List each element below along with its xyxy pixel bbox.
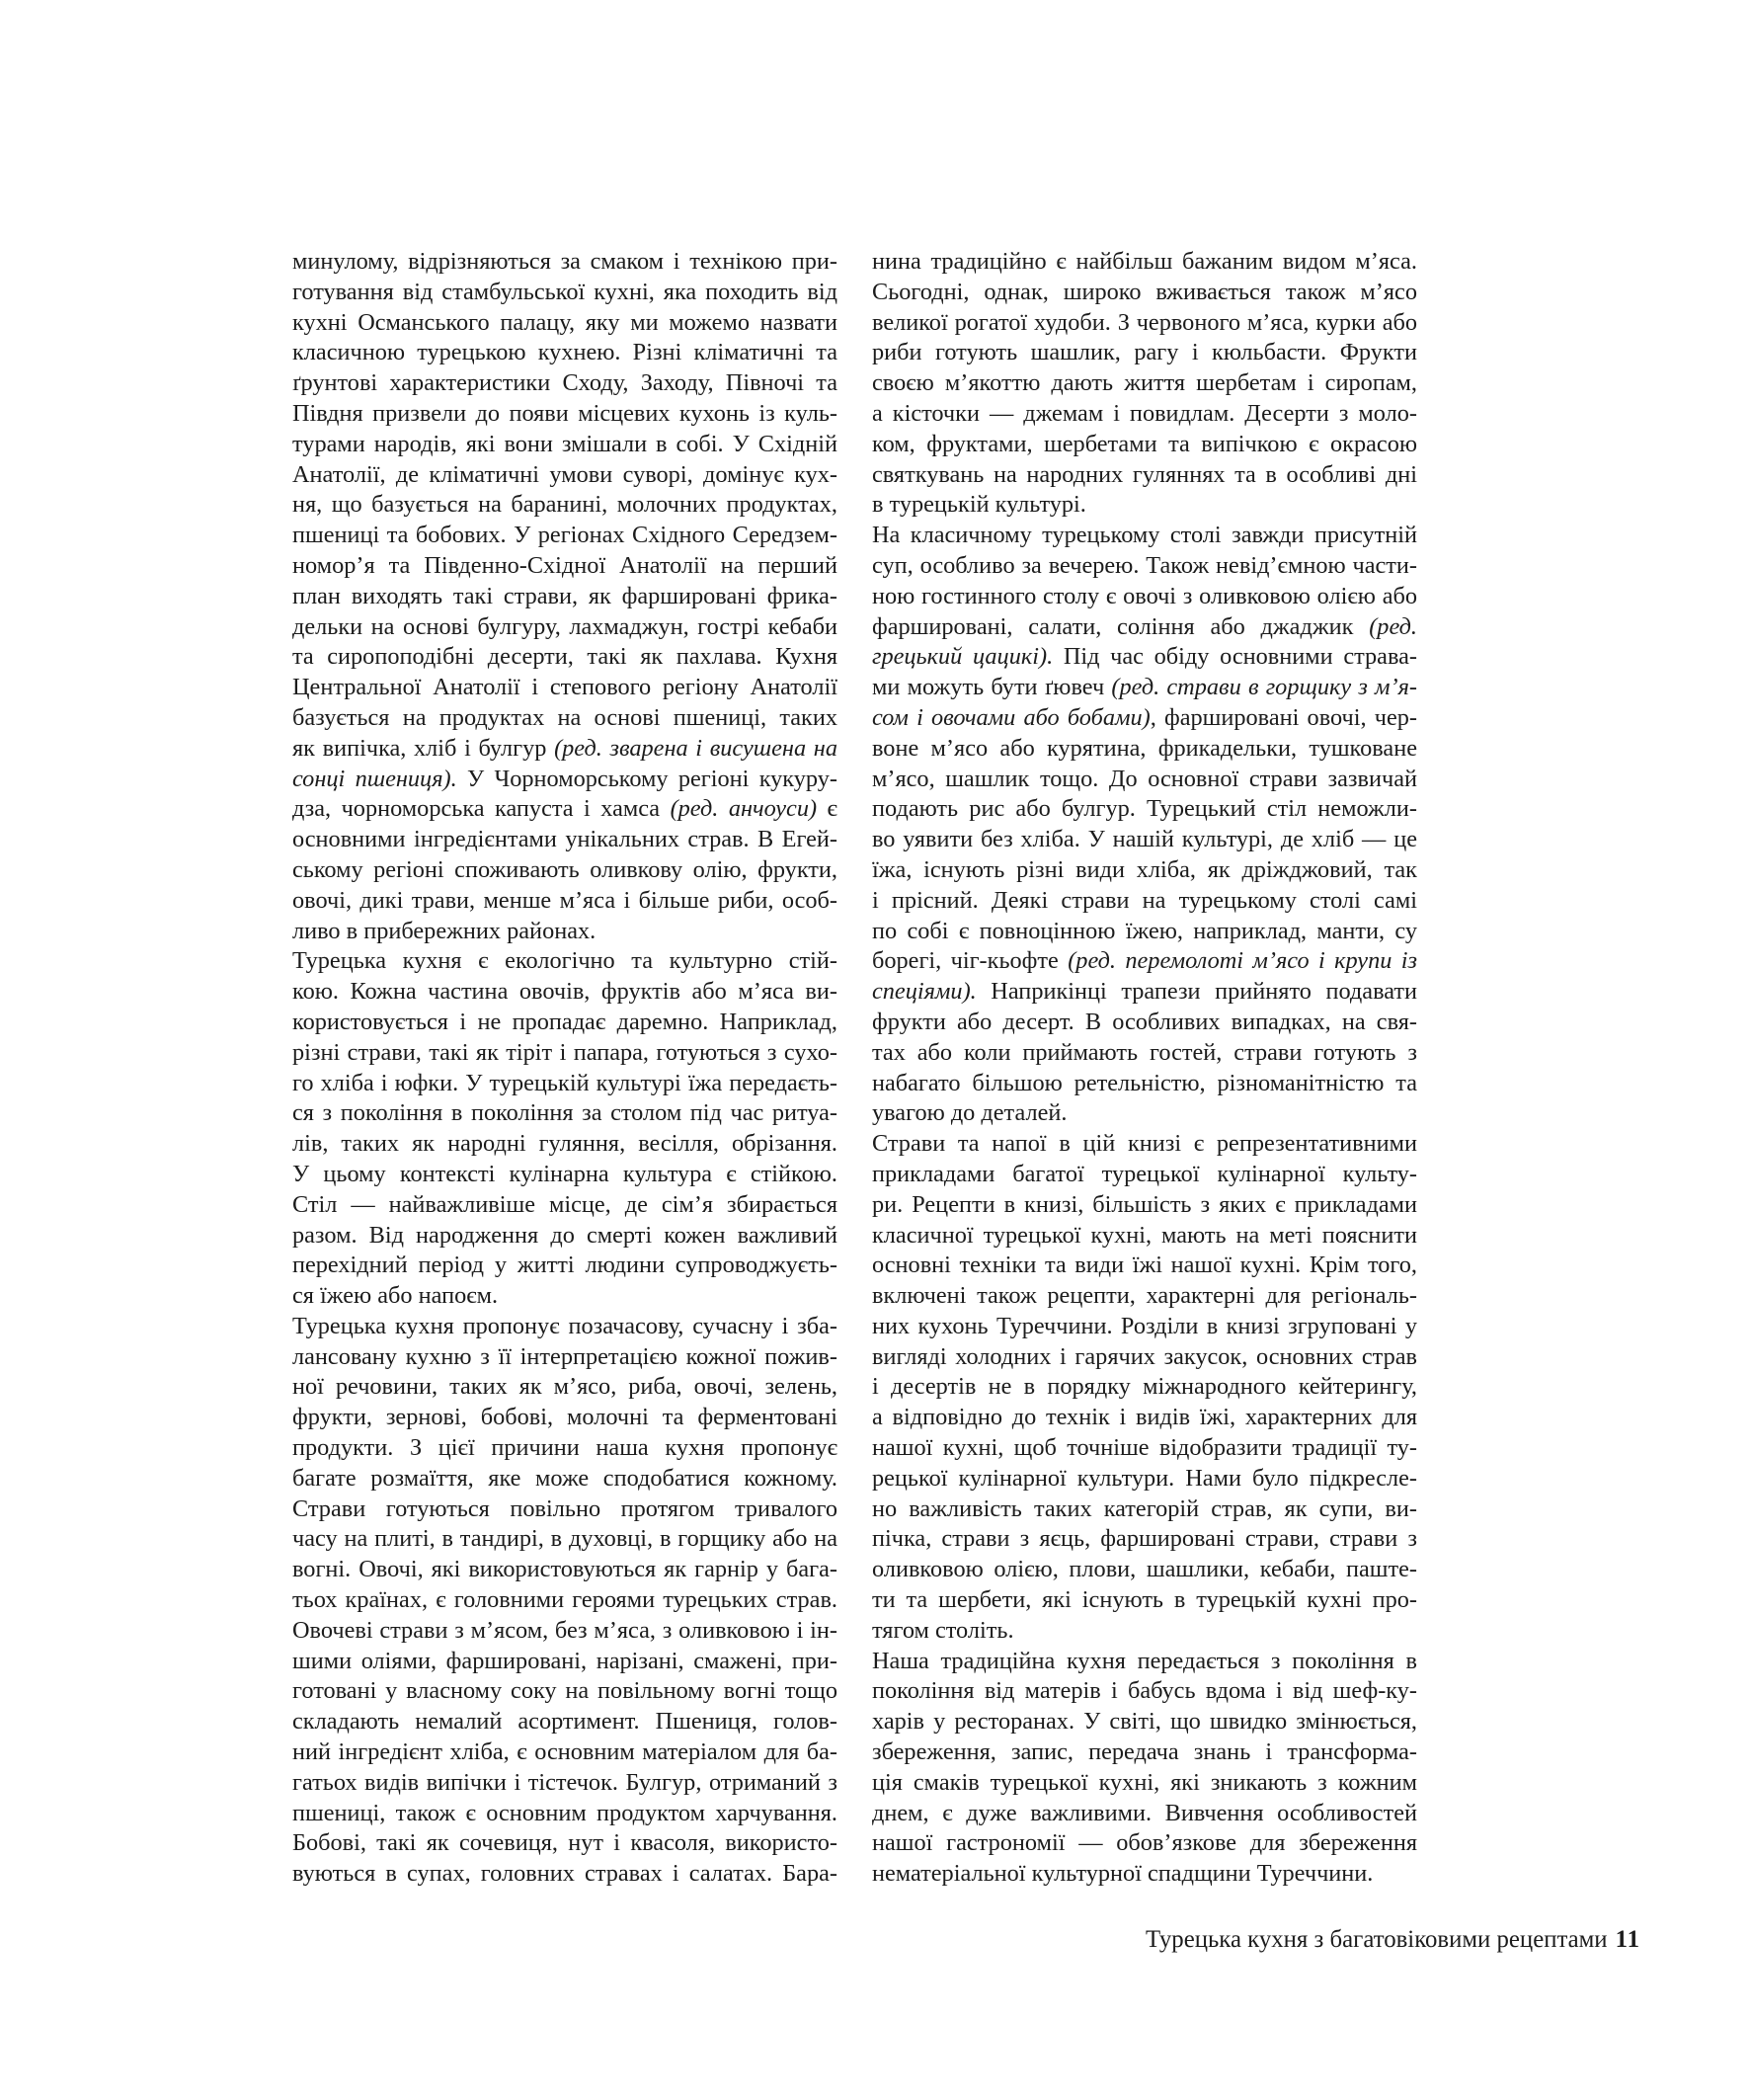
text-line: [292, 551, 837, 582]
editor-note: сонці пшениця).: [292, 765, 457, 792]
text-line: [292, 612, 837, 643]
text-line: [872, 1160, 1417, 1190]
text-line: [872, 1647, 1417, 1677]
text-segment: своєю м’якоттю дають життя шербетам і сиропам,: [872, 369, 1417, 397]
text-segment: часу на плиті, в тандирі, в духовці, в горщику або на: [292, 1525, 837, 1553]
text-segment: по собі є повноцінною їжею, наприклад, манти, су: [872, 917, 1417, 944]
text-segment: нашої гастрономії — обов’язкове для збереження: [872, 1829, 1417, 1857]
text-segment: номор’я та Південно-Східної Анатолії на перший: [292, 551, 837, 579]
text-segment: і прісний. Деякі страви на турецькому столі самі: [872, 886, 1417, 914]
text-line: [872, 917, 1417, 947]
text-segment: гатьох видів випічки і тістечок. Булгур, отриманий з: [292, 1768, 837, 1796]
right-column: [872, 247, 1417, 1890]
text-segment: них кухонь Туреччини. Розділи в книзі згруповані у: [872, 1312, 1417, 1339]
text-line: [872, 855, 1417, 886]
text-line: [292, 703, 837, 734]
text-line: [872, 368, 1417, 399]
text-line: [872, 460, 1417, 491]
text-segment: овочі, дикі трави, менше м’яса і більше риби, особ-: [292, 886, 837, 914]
text-segment: вогні. Овочі, які використовуються як гарнір у бага-: [292, 1556, 837, 1583]
text-segment: фаршировані, салати, соління або джаджик: [872, 612, 1370, 640]
text-segment: ня, що базується на баранині, молочних продуктах,: [292, 491, 837, 519]
text-segment: включені також рецепти, характерні для регіональ-: [872, 1282, 1417, 1310]
text-line: [292, 1859, 837, 1890]
text-segment: ної речовини, таких як м’ясо, риба, овочі, зелень,: [292, 1373, 837, 1401]
text-segment: вуються в супах, головних стравах і салатах. Бара-: [292, 1860, 837, 1888]
text-segment: борегі, чіг-кьофте: [872, 947, 1069, 975]
text-line: [292, 1221, 837, 1252]
text-line: [872, 703, 1417, 734]
text-line: [872, 734, 1417, 765]
text-line: [872, 1312, 1417, 1342]
text-segment: класичною турецькою кухнею. Різні кліматичні та: [292, 339, 837, 366]
text-segment: разом. Від народження до смерті кожен важливий: [292, 1221, 837, 1249]
text-line: [872, 1799, 1417, 1829]
text-line: [292, 1433, 837, 1464]
text-segment: У цьому контексті кулінарна культура є стійкою.: [292, 1160, 837, 1187]
text-segment: подають рис або булгур. Турецький стіл неможли-: [872, 795, 1417, 823]
text-segment: користовується і не пропадає даремно. Наприклад,: [292, 1008, 837, 1035]
text-segment: Анатолії, де кліматичні умови суворі, домінує кух-: [292, 460, 837, 488]
text-segment: минулому, відрізняються за смаком і технікою при-: [292, 248, 837, 275]
text-segment: кою. Кожна частина овочів, фруктів або м’яса ви-: [292, 978, 837, 1006]
text-segment: нематеріальної культурної спадщини Туреччини.: [872, 1860, 1374, 1888]
text-segment: готування від стамбульської кухні, яка походить від: [292, 278, 837, 305]
text-line: [872, 1616, 1417, 1647]
text-segment: як випічка, хліб і булгур: [292, 734, 555, 762]
text-segment: дельки на основі булгуру, лахмаджун, гострі кебаби: [292, 612, 837, 640]
text-line: [872, 886, 1417, 917]
text-line: [292, 1707, 837, 1737]
text-line: [292, 1828, 837, 1859]
text-line: [292, 430, 837, 460]
left-column: [292, 247, 837, 1890]
text-segment: їжа, існують різні види хліба, як дріжджовий, так: [872, 855, 1417, 883]
text-line: [872, 1098, 1417, 1129]
text-line: [292, 1585, 837, 1616]
text-segment: прикладами багатої турецької кулінарної культу-: [872, 1160, 1417, 1187]
text-line: [292, 278, 837, 308]
text-segment: но важливість таких категорій страв, як супи, ви-: [872, 1494, 1417, 1522]
text-segment: ція смаків турецької кухні, які зникають з кожним: [872, 1768, 1417, 1796]
text-segment: тьох країнах, є головними героями турецьких страв.: [292, 1586, 837, 1614]
text-segment: набагато більшою ретельністю, різноманітністю та: [872, 1069, 1417, 1096]
text-line: [872, 1038, 1417, 1069]
text-line: [292, 734, 837, 765]
text-segment: Турецька кухня є екологічно та культурно стій-: [292, 947, 837, 975]
text-line: [872, 1676, 1417, 1707]
text-segment: вигляді холодних і гарячих закусок, основних страв: [872, 1342, 1417, 1370]
text-line: [292, 1129, 837, 1160]
text-segment: а кісточки — джемам і повидлам. Десерти з моло-: [872, 399, 1417, 427]
text-line: [292, 1494, 837, 1525]
text-line: [292, 765, 837, 795]
text-line: [872, 308, 1417, 339]
text-segment: Бобові, такі як сочевиця, нут і квасоля, використо-: [292, 1829, 837, 1857]
text-segment: ливо в прибережних районах.: [292, 917, 597, 944]
text-segment: ся їжею або напоєм.: [292, 1282, 499, 1310]
text-line: [872, 1494, 1417, 1525]
text-line: [872, 1281, 1417, 1312]
text-line: [872, 1524, 1417, 1555]
running-footer: [1146, 1925, 1641, 1955]
text-line: [872, 946, 1417, 977]
text-line: [292, 794, 837, 825]
text-segment: складають немалий асортимент. Пшениця, голов-: [292, 1708, 837, 1736]
text-line: [292, 1069, 837, 1099]
text-segment: дза, чорноморська капуста і хамса: [292, 795, 671, 823]
text-segment: турами народів, які вони змішали в собі. У Східній: [292, 430, 837, 457]
text-segment: пічка, страви з яєць, фаршировані страви, страви з: [872, 1525, 1417, 1553]
text-line: [292, 1676, 837, 1707]
text-segment: ри. Рецепти в книзі, більшість з яких є прикладами: [872, 1190, 1417, 1218]
editor-note: сом і овочами або бобами): [872, 703, 1151, 731]
text-line: [872, 1129, 1417, 1160]
text-segment: го хліба і юфки. У турецькій культурі їжа передаєть-: [292, 1069, 837, 1096]
text-line: [872, 1221, 1417, 1252]
text-segment: Наша традиційна кухня передається з покоління в: [872, 1647, 1417, 1674]
text-segment: базується на продуктах на основі пшениці, таких: [292, 703, 837, 731]
text-segment: план виходять такі страви, як фаршировані фрика-: [292, 582, 837, 609]
text-segment: та сиропоподібні десерти, такі як пахлава. Кухня: [292, 643, 837, 671]
text-line: [872, 1768, 1417, 1799]
text-line: [872, 1585, 1417, 1616]
text-segment: а відповідно до технік і видів їжі, характерних для: [872, 1404, 1417, 1431]
text-line: [292, 582, 837, 612]
text-segment: воне м’ясо або курятина, фрикадельки, тушковане: [872, 734, 1417, 762]
text-line: [872, 977, 1417, 1008]
text-line: [292, 642, 837, 673]
text-segment: Стіл — найважливіше місце, де сім’я збирається: [292, 1190, 837, 1218]
text-line: [872, 673, 1417, 703]
text-line: [872, 1737, 1417, 1768]
editor-note: (ред. перемолоті м’ясо і крупи із: [1068, 947, 1417, 975]
text-line: [292, 338, 837, 368]
text-segment: оливковою олією, плови, шашлики, кебаби, паште-: [872, 1556, 1417, 1583]
text-segment: Страви готуються повільно протягом тривалого: [292, 1494, 837, 1522]
text-segment: лансовану кухню з її інтерпретацією кожної пожив-: [292, 1342, 837, 1370]
text-segment: рецької кулінарної культури. Нами було підкресле-: [872, 1464, 1417, 1492]
text-line: [292, 886, 837, 917]
editor-note: (ред.: [1369, 612, 1417, 640]
text-line: [292, 1555, 837, 1585]
text-line: [292, 368, 837, 399]
text-line: [872, 1069, 1417, 1099]
text-segment: покоління від матерів і бабусь вдома і від шеф-ку-: [872, 1677, 1417, 1705]
text-line: [292, 1524, 837, 1555]
text-line: [292, 1464, 837, 1494]
text-line: [872, 1828, 1417, 1859]
text-segment: є: [817, 795, 837, 823]
text-segment: великої рогатої худоби. З червоного м’яса, курки або: [872, 308, 1417, 336]
text-line: [292, 490, 837, 521]
text-line: [292, 946, 837, 977]
text-segment: пшениці та бобових. У регіонах Східного Середзем-: [292, 522, 837, 549]
text-segment: готовані у власному соку на повільному вогні тощо: [292, 1677, 837, 1705]
text-line: [292, 1281, 837, 1312]
text-line: [292, 1616, 837, 1647]
text-line: [872, 642, 1417, 673]
text-segment: основними інгредієнтами унікальних страв. В Егей-: [292, 826, 837, 853]
text-line: [292, 1008, 837, 1038]
text-segment: в турецькій культурі.: [872, 491, 1086, 519]
text-line: [872, 490, 1417, 521]
text-line: [872, 1403, 1417, 1433]
text-line: [292, 399, 837, 430]
text-segment: У Чорноморському регіоні кукуру-: [456, 765, 837, 792]
text-line: [292, 825, 837, 855]
text-segment: Турецька кухня пропонує позачасову, сучасну і зба-: [292, 1312, 837, 1339]
text-segment: святкувань на народних гуляннях та в особливі дні: [872, 460, 1417, 488]
text-line: [292, 521, 837, 551]
text-segment: днем, є дуже важливими. Вивчення особливостей: [872, 1799, 1417, 1826]
text-line: [292, 673, 837, 703]
book-title: Турецька кухня з багатовіковими рецептами: [1146, 1926, 1608, 1953]
text-segment: продукти. З цієї причини наша кухня пропонує: [292, 1434, 837, 1462]
text-segment: основні техніки та види їжі нашої кухні. Крім того,: [872, 1252, 1417, 1279]
text-line: [872, 247, 1417, 278]
text-line: [872, 1859, 1417, 1890]
text-line: [872, 1707, 1417, 1737]
text-line: [872, 338, 1417, 368]
text-segment: тягом століть.: [872, 1616, 1014, 1644]
text-segment: фрукти або десерт. В особливих випадках, на свя-: [872, 1008, 1417, 1035]
text-line: [872, 551, 1417, 582]
text-line: [872, 582, 1417, 612]
text-segment: Сьогодні, однак, широко вживається також м’ясо: [872, 278, 1417, 305]
text-line: [292, 1342, 837, 1373]
text-line: [292, 1403, 837, 1433]
text-segment: ся з покоління в покоління за столом під час ритуа-: [292, 1099, 837, 1127]
text-line: [292, 977, 837, 1008]
text-segment: На класичному турецькому столі завжди присутній: [872, 522, 1417, 549]
text-line: [292, 1768, 837, 1799]
text-line: [292, 1737, 837, 1768]
text-line: [872, 794, 1417, 825]
text-line: [872, 1251, 1417, 1281]
text-segment: Півдня призвели до появи місцевих кухонь із куль-: [292, 399, 837, 427]
text-line: [872, 1433, 1417, 1464]
text-segment: Під час обіду основними страва-: [1053, 643, 1417, 671]
text-line: [292, 1312, 837, 1342]
text-segment: тах або коли приймають гостей, страви готують з: [872, 1038, 1417, 1066]
text-line: [872, 1008, 1417, 1038]
text-line: [872, 1190, 1417, 1221]
text-line: [292, 247, 837, 278]
text-line: [872, 399, 1417, 430]
text-segment: лів, таких як народні гуляння, весілля, обрізання.: [292, 1130, 837, 1158]
page-number: 11: [1615, 1926, 1641, 1953]
text-line: [872, 1342, 1417, 1373]
text-segment: увагою до деталей.: [872, 1099, 1068, 1127]
text-line: [292, 1038, 837, 1069]
editor-note: (ред. анчоуси): [670, 795, 818, 823]
text-line: [292, 1372, 837, 1403]
text-segment: риби готують шашлик, рагу і кюльбасти. Фрукти: [872, 339, 1417, 366]
text-line: [292, 308, 837, 339]
editor-note: спеціями).: [872, 978, 977, 1006]
text-segment: Страви та напої в цій книзі є репрезентативними: [872, 1130, 1417, 1158]
text-segment: суп, особливо за вечерею. Також невід’ємною части-: [872, 551, 1417, 579]
editor-note: грецький цацикі).: [872, 643, 1054, 671]
editor-note: (ред. страви в горщику з м’я-: [1111, 674, 1418, 701]
text-segment: пшениці, також є основним продуктом харчування.: [292, 1799, 837, 1826]
text-segment: кухні Османського палацу, яку ми можемо назвати: [292, 308, 837, 336]
text-line: [292, 1160, 837, 1190]
text-segment: Центральної Анатолії і степового регіону Анатолії: [292, 674, 837, 701]
text-line: [292, 1647, 837, 1677]
text-segment: ний інгредієнт хліба, є основним матеріалом для ба-: [292, 1738, 837, 1766]
text-segment: фрукти, зернові, бобові, молочні та ферментовані: [292, 1404, 837, 1431]
text-segment: ському регіоні споживають оливкову олію, фрукти,: [292, 855, 837, 883]
text-line: [872, 825, 1417, 855]
text-line: [292, 1190, 837, 1221]
text-segment: перехідний період у житті людини супроводжуєть-: [292, 1252, 837, 1279]
text-segment: ми можуть бути ґювеч: [872, 674, 1112, 701]
text-segment: класичної турецької кухні, мають на меті пояснити: [872, 1221, 1417, 1249]
text-segment: ґрунтові характеристики Сходу, Заходу, Півночі та: [292, 369, 837, 397]
text-segment: шими оліями, фаршировані, нарізані, смажені, при-: [292, 1647, 837, 1674]
text-line: [872, 612, 1417, 643]
text-line: [292, 855, 837, 886]
text-segment: багате розмаїття, яке може сподобатися кожному.: [292, 1464, 837, 1492]
text-segment: Наприкінці трапези прийнято подавати: [976, 978, 1417, 1006]
text-segment: і десертів не в порядку міжнародного кейтерингу,: [872, 1373, 1417, 1401]
text-line: [872, 1464, 1417, 1494]
text-segment: м’ясо, шашлик тощо. До основної страви зазвичай: [872, 765, 1417, 792]
text-line: [292, 1251, 837, 1281]
text-line: [292, 917, 837, 947]
text-line: [292, 1098, 837, 1129]
text-line: [872, 521, 1417, 551]
text-line: [872, 1372, 1417, 1403]
text-segment: нина традиційно є найбільш бажаним видом м’яса.: [872, 248, 1417, 275]
text-segment: нашої кухні, щоб точніше відобразити традиції ту-: [872, 1434, 1417, 1462]
text-segment: ком, фруктами, шербетами та випічкою є окрасою: [872, 430, 1417, 457]
text-line: [872, 430, 1417, 460]
text-segment: ти та шербети, які існують в турецькій кухні про-: [872, 1586, 1417, 1614]
text-segment: харів у ресторанах. У світі, що швидко змінюється,: [872, 1708, 1417, 1736]
text-segment: різні страви, такі як тіріт і папара, готуються з сухо-: [292, 1038, 837, 1066]
text-line: [872, 765, 1417, 795]
text-segment: Овочеві страви з м’ясом, без м’яса, з оливковою і ін-: [292, 1616, 837, 1644]
text-line: [872, 1555, 1417, 1585]
text-line: [292, 1799, 837, 1829]
text-segment: во уявити без хліба. У нашій культурі, де хліб — це: [872, 826, 1417, 853]
text-segment: збереження, запис, передача знань і трансформа-: [872, 1738, 1417, 1766]
text-line: [292, 460, 837, 491]
editor-note: (ред. зварена і висушена на: [554, 734, 837, 762]
text-segment: ною гостинного столу є овочі з оливковою олією або: [872, 582, 1417, 609]
text-segment: , фаршировані овочі, чер-: [1150, 703, 1418, 731]
text-line: [872, 278, 1417, 308]
